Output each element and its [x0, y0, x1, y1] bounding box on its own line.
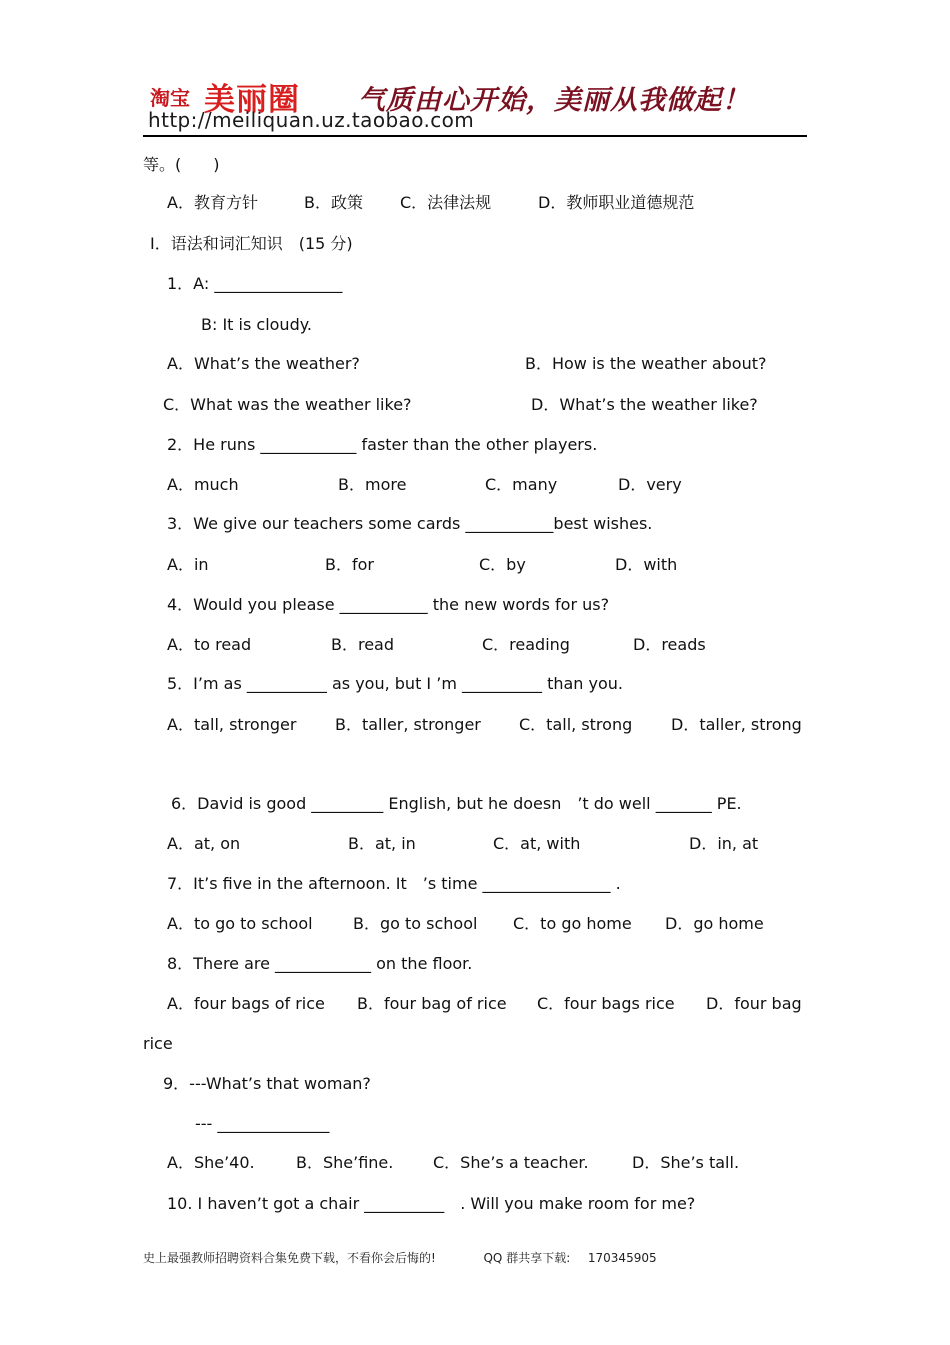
- option-d: D．in, at: [689, 834, 759, 853]
- header-divider: [143, 135, 807, 137]
- question-7: 7．It’s five in the afternoon. It ’s time ________________ .: [167, 874, 621, 893]
- question-8: 8．There are ____________ on the floor.: [167, 954, 473, 973]
- question-1: 1．A: ________________: [167, 274, 343, 293]
- option-a: A．at, on: [167, 834, 241, 853]
- option-c: C．reading: [482, 635, 570, 654]
- option-b: B．go to school: [353, 914, 478, 933]
- question-3: 3．We give our teachers some cards ___________best wishes.: [167, 514, 653, 533]
- question-5: 5．I’m as __________ as you, but I ’m __________ than you.: [167, 674, 624, 693]
- option-b: B．at, in: [348, 834, 416, 853]
- option-a: A．She’40.: [167, 1153, 255, 1172]
- option-d: D．What’s the weather like?: [531, 395, 758, 414]
- footer-promo-text: 史上最强教师招聘资料合集免费下载，不看你会后悔的!: [143, 1251, 436, 1265]
- option-a: A．What’s the weather?: [167, 354, 360, 373]
- banner-url: http://meiliquan.uz.taobao.com: [148, 108, 475, 132]
- option-a: A．to go to school: [167, 914, 313, 933]
- option-a: A．four bags of rice: [167, 994, 325, 1013]
- option-d: D．reads: [633, 635, 706, 654]
- question-6: 6．David is good _________ English, but he doesn ’t do well _______ PE.: [171, 794, 742, 813]
- option-b: B．for: [325, 555, 374, 574]
- page-footer: [143, 1249, 657, 1266]
- option-a: A．in: [167, 555, 209, 574]
- option-b: B．政策: [304, 193, 363, 212]
- option-b: B．She’fine.: [296, 1153, 394, 1172]
- question-continuation: 等。( ): [143, 155, 220, 174]
- option-a: A．to read: [167, 635, 252, 654]
- option-c: C．She’s a teacher.: [433, 1153, 589, 1172]
- option-c: C．four bags rice: [537, 994, 675, 1013]
- option-a: A．tall, stronger: [167, 715, 297, 734]
- footer-qq-label: QQ 群共享下载:: [483, 1251, 571, 1265]
- option-d: D．very: [618, 475, 682, 494]
- question-2: 2．He runs ____________ faster than the other players.: [167, 435, 598, 454]
- option-d: D．教师职业道德规范: [538, 193, 695, 212]
- option-c: C．by: [479, 555, 526, 574]
- option-c: C．What was the weather like?: [163, 395, 412, 414]
- option-c: C．many: [485, 475, 558, 494]
- option-a: A．教育方针: [167, 193, 258, 212]
- option-c: C．to go home: [513, 914, 632, 933]
- option-d: D．four bag: [706, 994, 802, 1013]
- header-banner: [148, 74, 808, 134]
- option-a: A．much: [167, 475, 239, 494]
- option-d-continuation: rice: [143, 1034, 173, 1053]
- section-heading: Ⅰ．语法和词汇知识 (15 分): [150, 234, 353, 253]
- question-9: 9．---What’s that woman?: [163, 1074, 371, 1093]
- option-d: D．go home: [665, 914, 764, 933]
- question-10: 10. I haven’t got a chair __________ . Will you make room for me?: [167, 1194, 696, 1213]
- banner-brand-small: 淘宝: [150, 86, 190, 110]
- option-d: D．with: [615, 555, 678, 574]
- option-b: B．How is the weather about?: [525, 354, 767, 373]
- option-b: B．read: [331, 635, 395, 654]
- option-d: D．taller, strong: [671, 715, 802, 734]
- question-1-answer-b: B: It is cloudy.: [201, 315, 312, 334]
- banner-brand-name: 美丽圈: [204, 82, 300, 118]
- question-9-answer-blank: --- ______________: [195, 1114, 330, 1133]
- option-d: D．She’s tall.: [632, 1153, 740, 1172]
- option-b: B．more: [338, 475, 407, 494]
- option-c: C．法律法规: [400, 193, 492, 212]
- footer-qq-number: 170345905: [587, 1251, 657, 1265]
- option-c: C．at, with: [493, 834, 581, 853]
- option-b: B．four bag of rice: [357, 994, 507, 1013]
- banner-slogan: 气质由心开始，美丽从我做起！: [358, 85, 750, 116]
- option-c: C．tall, strong: [519, 715, 633, 734]
- question-4: 4．Would you please ___________ the new words for us?: [167, 595, 610, 614]
- option-b: B．taller, stronger: [335, 715, 481, 734]
